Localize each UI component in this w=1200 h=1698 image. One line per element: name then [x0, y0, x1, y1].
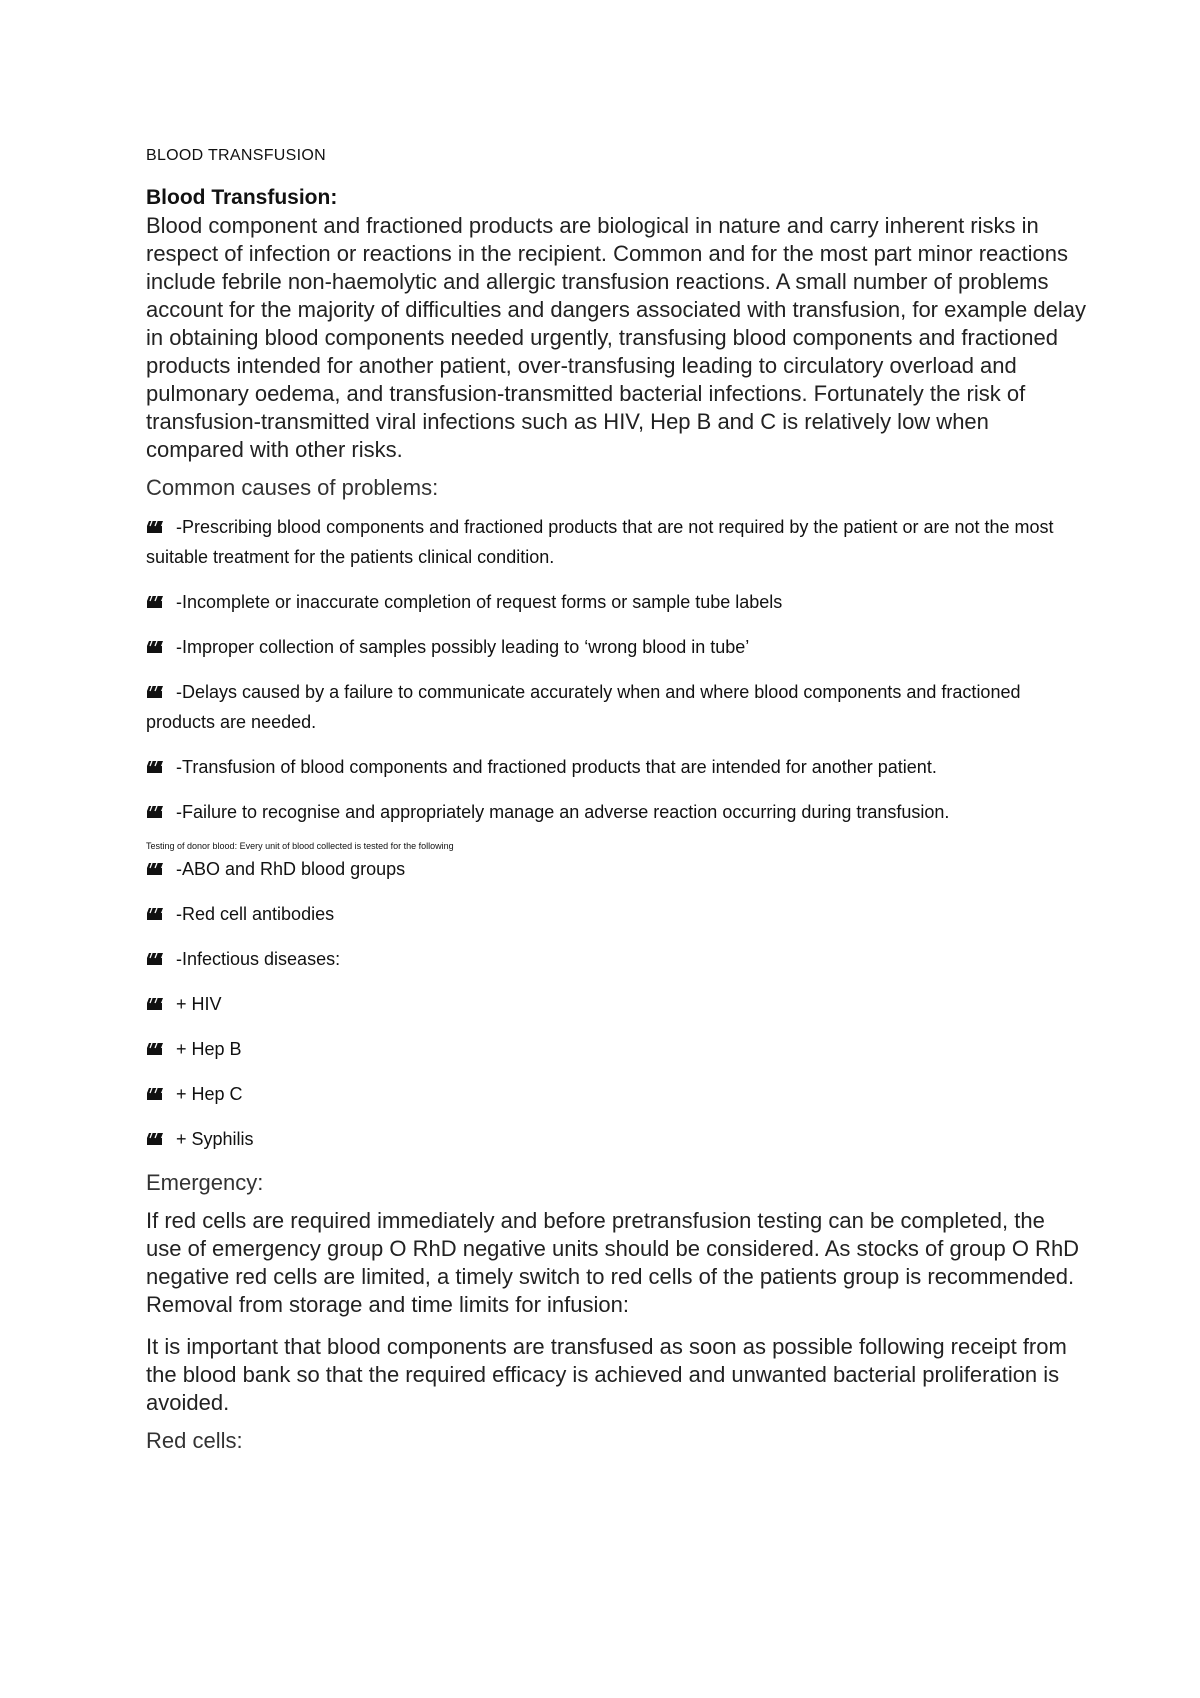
causes-list	[146, 512, 1086, 827]
tests-list	[146, 854, 1086, 1154]
emergency-paragraph: If red cells are required immediately and before pretransfusion testing can be completed, the use of emergency group O RhD negative units should be considered. As stocks of group O RhD negative red cells are limited, a timely switch to red cells of the patients group is recommended. Removal from storage and time limits for infusion:	[146, 1208, 1080, 1317]
timing-paragraph: It is important that blood components are transfused as soon as possible following receipt from the blood bank so that the required efficacy is achieved and unwanted bacterial proliferation is avoided.	[146, 1334, 1067, 1415]
clapperboard-icon	[146, 862, 164, 876]
cause-text: -Delays caused by a failure to communicate accurately when and where blood components and fractioned products are needed.	[146, 682, 1021, 732]
testing-note: Testing of donor blood: Every unit of blood collected is tested for the following	[146, 841, 454, 851]
emergency-heading: Emergency:	[146, 1170, 264, 1195]
red-cells-heading: Red cells:	[146, 1428, 243, 1453]
intro-paragraph: Blood component and fractioned products are biological in nature and carry inherent risks in respect of infection or reactions in the recipient. Common and for the most part minor reactions include febrile non-haemolytic and allergic transfusion reactions. A small number of problems account for the majority of difficulties and dangers associated with transfusion, for example delay in obtaining blood components needed urgently, transfusing blood components and fractioned products intended for another patient, over-transfusing leading to circulatory overload and pulmonary oedema, and transfusion-transmitted bacterial infections. Fortunately the risk of transfusion-transmitted viral infections such as HIV, Hep B and C is relatively low when compared with other risks.	[146, 213, 1086, 462]
test-text: + Hep B	[176, 1039, 242, 1059]
list-item	[146, 797, 1086, 827]
list-item	[146, 944, 1086, 974]
clapperboard-icon	[146, 907, 164, 921]
document-header: BLOOD TRANSFUSION	[146, 147, 326, 164]
section-title: Blood Transfusion:	[146, 186, 338, 209]
list-item	[146, 1079, 1086, 1109]
list-item	[146, 854, 1086, 884]
clapperboard-icon	[146, 685, 164, 699]
list-item	[146, 989, 1086, 1019]
list-item	[146, 1124, 1086, 1154]
clapperboard-icon	[146, 640, 164, 654]
list-item	[146, 899, 1086, 929]
test-text: -Red cell antibodies	[176, 904, 335, 924]
causes-heading: Common causes of problems:	[146, 475, 439, 500]
clapperboard-icon	[146, 805, 164, 819]
clapperboard-icon	[146, 1132, 164, 1146]
list-item	[146, 632, 1086, 662]
test-text: -ABO and RhD blood groups	[176, 859, 406, 879]
cause-text: -Incomplete or inaccurate completion of request forms or sample tube labels	[176, 592, 783, 612]
page-content	[146, 146, 1086, 1465]
clapperboard-icon	[146, 595, 164, 609]
cause-text: -Prescribing blood components and fractioned products that are not required by the patient or are not the most suitable treatment for the patients clinical condition.	[146, 517, 1054, 567]
list-item	[146, 587, 1086, 617]
cause-text: -Improper collection of samples possibly leading to ‘wrong blood in tube’	[176, 637, 750, 657]
test-text: -Infectious diseases:	[176, 949, 341, 969]
clapperboard-icon	[146, 520, 164, 534]
test-text: + Hep C	[176, 1084, 243, 1104]
test-text: + HIV	[176, 994, 222, 1014]
cause-text: -Failure to recognise and appropriately manage an adverse reaction occurring during transfusion.	[176, 802, 950, 822]
clapperboard-icon	[146, 997, 164, 1011]
clapperboard-icon	[146, 1042, 164, 1056]
list-item	[146, 1034, 1086, 1064]
cause-text: -Transfusion of blood components and fractioned products that are intended for another patient.	[176, 757, 937, 777]
list-item	[146, 512, 1086, 572]
clapperboard-icon	[146, 1087, 164, 1101]
list-item	[146, 677, 1086, 737]
clapperboard-icon	[146, 760, 164, 774]
clapperboard-icon	[146, 952, 164, 966]
list-item	[146, 752, 1086, 782]
test-text: + Syphilis	[176, 1129, 254, 1149]
